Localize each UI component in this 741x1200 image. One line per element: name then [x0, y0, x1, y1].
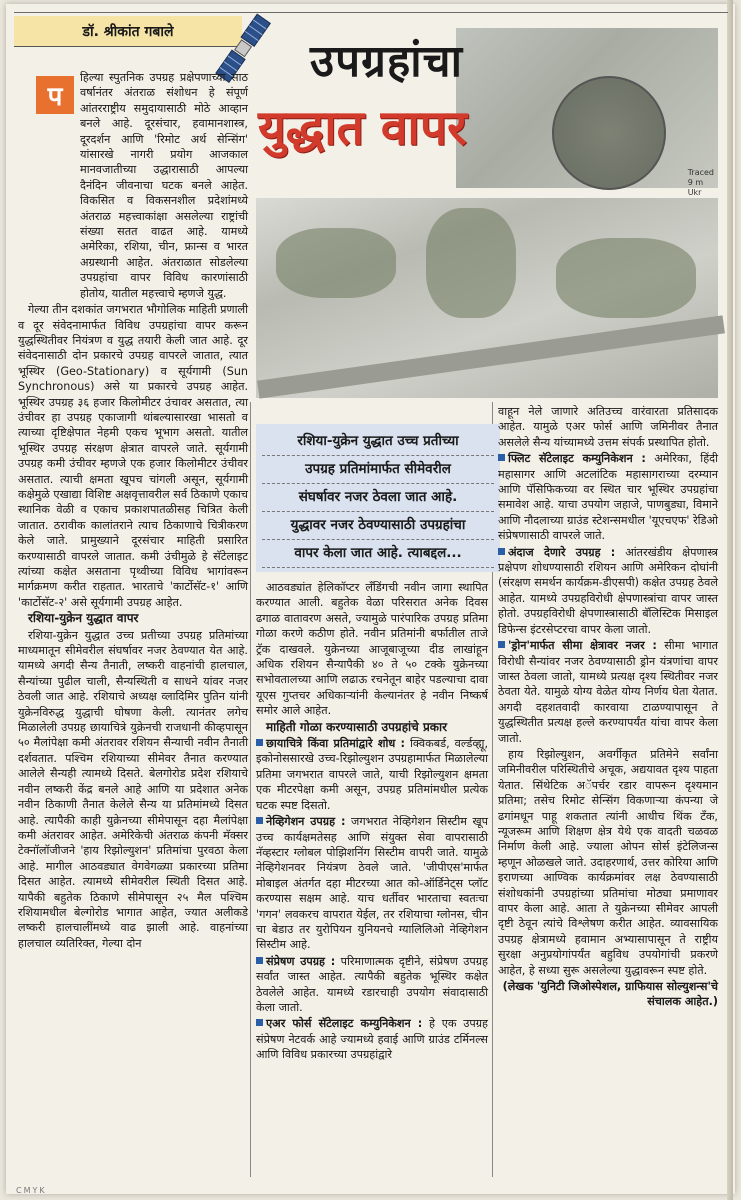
paragraph: वाहून नेले जाणारे अतिउच्च वारंवारता प्रतिसादक आहेत. यामुळे एअर फोर्स आणि जमिनीवर तैनात असलेले सैन्य यांच्यामध्ये उत्तम संपर्क प्रस्थापित होतो.	[498, 405, 718, 449]
pull-quote-line: युद्धावर नजर ठेवण्यासाठी उपग्रहांचा	[262, 512, 494, 540]
paragraph: हिल्या स्पुतनिक उपग्रह प्रक्षेपणाच्या साठ वर्षानंतर अंतराळ संशोधन हे संपूर्ण आंतरराष्ट्रीय समुदायासाठी मोठे आव्हान बनले आहे. दूरसंचार, हवामानशास्त्र, दूरदर्शन आणि 'रिमोट अर्थ सेन्सिंग' यांसारखे नागरी प्रयोग आजकाल मानवजातीच्या उद्धारासाठी आपल्या दैनंदिन जीवनाचा घटक बनले आहेत. विकसित व विकसनशील प्रदेशांमध्ये अंतराळ महत्त्वाकांक्षा असलेल्या राष्ट्रांची संख्या सतत वाढत आहे. यामध्ये अमेरिका, रशिया, चीन, फ्रान्स व भारत अग्रस्थानी आहेत. अंतराळात सोडलेल्या उपग्रहांचा वापर विविध कारणांसाठी होतोय, यातील महत्त्वाचे म्हणजे युद्ध.	[80, 71, 248, 300]
bullet-text: अमेरिका, हिंदी महासागर आणि अटलांटिक महासागराच्या दरम्यान आणि पॅसिफिकच्या वर स्थित चार भूस्थिर उपग्रहांचा समावेश आहे. याचा उपयोग जहाजे, पाणबुड्या, विमाने आणि नौदलाच्या ग्राउंड स्टेशन्समधील 'यूएचएफ' रेडिओ संप्रेषणासाठी वापरले जाते.	[498, 452, 718, 543]
bullet-title: फ्लिट सॅटेलाइट कम्युनिकेशन :	[508, 452, 646, 466]
bullet-square-icon	[256, 817, 263, 824]
bullet-text: क्विकबर्ड, वर्ल्डव्ह्यू, इकोनोससारखे उच्च-रिझोल्युशन उपग्रहामार्फत मिळालेल्या प्रतिमा जगभरात वापरले जाते, याची रिझोल्युशन क्षमता एक मीटरपेक्षा कमी असून, उपग्रह प्रतिमांमधील प्रत्येक घटक स्पष्ट दिसतो.	[256, 737, 488, 812]
bullet-text: हे एक उपग्रह संप्रेषण नेटवर्क आहे ज्यामध्ये हवाई आणि ग्राउंड टर्मिनल्स आणि विविध प्रकारच्या उपग्रहांद्वारे	[256, 1017, 489, 1062]
bullet-square-icon	[498, 641, 505, 648]
photo-feature	[556, 238, 696, 318]
bullet-text: आंतरखंडीय क्षेपणास्त्र प्रक्षेपण शोधण्यासाठी रशियन आणि अमेरिकन दोघांनी (संरक्षण समर्थन कार्यक्रम-डीएसपी) कक्षेत उपग्रह ठेवले आहेत. यामध्ये उपग्रहविरोधी क्षेपणास्त्रांचा वापर जास्त होतो. उपग्रहविरोधी क्षेपणास्त्रासाठी बॅलिस्टिक मिसाइल डिफेन्स इंटरसेप्टरचा वापर केला जातो.	[498, 545, 718, 636]
headline-line2: युद्धात वापर	[258, 100, 467, 156]
bullet-item	[256, 814, 488, 953]
bullet-text: सीमा भागात विरोधी सैन्यांवर नजर ठेवण्यासाठी ड्रोन यंत्रणांचा वापर जास्त ठेवला जातो, यामध्ये प्रत्यक्ष दृश्य स्थितीवर नजर ठेवता येते. यामुळे योग्य वेळेत योग्य निर्णय घेता येतात. अगदी दहशतवादी कारवाया टाळण्यापासून ते युद्धस्थितीत प्रत्यक्ष हल्ले करण्यापर्यंत यांचा वापर केला जातो.	[498, 639, 718, 745]
bullet-title: एअर फोर्स सॅटेलाइट कम्युनिकेशन :	[266, 1017, 423, 1031]
photo-road	[257, 315, 725, 398]
subheading: रशिया-युक्रेन युद्धात वापर	[28, 611, 139, 626]
photo-feature	[276, 228, 396, 298]
author-byline: डॉ. श्रीकांत गबाले	[14, 16, 242, 47]
pull-quote-line: संघर्षावर नजर ठेवला जात आहे.	[262, 484, 494, 512]
column-1	[18, 70, 248, 952]
bullet-item	[256, 954, 488, 1016]
paragraph: गेल्या तीन दशकांत जगभरात भौगोलिक माहिती प्रणाली व दूर संवेदनामार्फत विविध उपग्रहांचा वापर करून युद्धस्थितीवर नियंत्रण व युद्ध तयारी केली जात आहे. दूर संवेदनासाठी दोन प्रकारचे उपग्रह वापरले जातात, त्यात भूस्थिर (Geo-Stationary) व सूर्यगामी (Sun Synchronous) असे या प्रकारचे उपग्रह आहेत. भूस्थिर उपग्रह ३६ हजार किलोमीटर उंचावर असतात, त्या उंचीवर हा उपग्रह एकाजागी थांबल्यासारखा भासतो व त्याच्या दृष्टिक्षेपात नेहमी एकच भूभाग असतो. यातील भूस्थिर उपग्रह संरक्षण क्षेत्रात वापरले जाते. सूर्यगामी उपग्रह कमी उंचीवर म्हणजे एक हजार किलोमीटर उंचीवर असतात. त्याची क्षमता खूपच चांगली असून, सूर्यगामी कक्षेमुळे एखाद्या विशिष्ट अक्षवृत्तावरील सर्व ठिकाणे एकाच स्थानिक वेळी व एकाच प्रकाशपातळीसह चित्रित केली जातात. ठरावीक कालांतराने त्याच ठिकाणाचे चित्रीकरण केले जाते. प्रामुख्याने दूरसंचार माहिती प्रसारित करण्यासाठी वापरले जातात. कमी उंचीमुळे हे सॅटेलाइट त्यांच्या कक्षेत असताना पृथ्वीच्या विविध भागांवरून मार्गक्रमण करीत राहतात. भारताचे 'कार्टोसॅट-१' आणि 'कार्टोसॅट-२' असे सूर्यगामी उपग्रह आहेत.	[18, 303, 248, 609]
bullet-title: छायाचित्रे किंवा प्रतिमांद्वारे शोध :	[266, 737, 405, 751]
column-3	[498, 404, 718, 1011]
column-rule	[250, 402, 251, 1177]
bullet-square-icon	[498, 454, 505, 461]
headline-line1: उपग्रहांचा	[310, 36, 464, 87]
bullet-item	[256, 1016, 488, 1062]
bullet-item	[498, 545, 718, 637]
bullet-title: संप्रेषण उपग्रह :	[266, 954, 336, 968]
bullet-square-icon	[256, 1019, 263, 1026]
print-registration-mark: CMYK	[16, 1186, 47, 1195]
photo-caption: Traced 9 m Ukr	[687, 168, 714, 197]
drop-cap: प	[36, 76, 74, 114]
paragraph: हाय रिझोल्युशन, अवर्गीकृत प्रतिमेने सर्वांना जमिनीवरील परिस्थितीचे अचूक, अद्ययावत दृश्य पाहता येतात. सिंथेटिक अॅपर्चर रडार वापरून दृश्यमान प्रतिमा; तसेच रिमोट सेन्सिंग विकणाऱ्या कंपन्या जे ढगांमधून पाहू शकतात त्यांनी आधीच थिंक टँक, न्यूजरूम आणि शिक्षण क्षेत्र येथे एक वादती चळवळ निर्माण केली आहे. ज्याला ओपन सोर्स इंटेलिजन्स म्हणून ओळखले जाते. उदाहरणार्थ, उत्तर कोरिया आणि इराणच्या आण्विक कार्यक्रमांवर लक्ष ठेवण्यासाठी संशोधकांनी उपग्रहांच्या प्रतिमांचा मोठ्या प्रमाणावर वापर केला आहे. आता ते युक्रेनच्या सीमेवर आपली दृष्टी ठेवून त्यांचे विश्लेषण करीत आहेत. व्यावसायिक उपग्रह क्षेत्रामध्ये हवामान अभ्यासापासून ते राष्ट्रीय सुरक्षा अनुप्रयोगांपर्यंत बहुविध उपयोगांची प्रकरणे आहेत, हे सध्या सुरू असलेल्या युद्धावरून स्पष्ट होते.	[498, 747, 718, 977]
column-2	[256, 580, 488, 1064]
top-rule	[14, 12, 728, 13]
bullet-item	[498, 638, 718, 746]
subheading: माहिती गोळा करण्यासाठी उपग्रहांचे प्रकार	[266, 719, 448, 734]
pull-quote-line: उपग्रह प्रतिमांमार्फत सीमेवरील	[262, 456, 494, 484]
pull-quote-line: रशिया-युक्रेन युद्धात उच्च प्रतीच्या	[262, 428, 494, 456]
pull-quote	[256, 424, 500, 572]
page-fold-shadow	[727, 0, 733, 1200]
author-credit: (लेखक 'युनिटी जिओस्पेशल, ग्राफियास सोल्युशन्स'चे संचालक आहेत.)	[502, 980, 718, 1009]
satellite-photo-main	[256, 198, 718, 398]
bullet-item	[256, 736, 488, 813]
photo-feature	[426, 208, 516, 318]
bullet-text: परिमाणात्मक दृष्टीने, संप्रेषण उपग्रह सर्वांत जास्त आहेत. त्यापैकी बहुतेक भूस्थिर कक्षेत ठेवलेले आहेत. यामध्ये रडारचाही उपयोग संवादासाठी केला जातो.	[256, 954, 488, 1014]
magnified-circle	[552, 76, 666, 190]
bullet-item	[498, 451, 718, 543]
bullet-title: नेव्हिगेशन उपग्रह :	[266, 815, 346, 829]
bullet-square-icon	[256, 739, 263, 746]
satellite-photo-inset	[456, 28, 718, 197]
paragraph: रशिया-युक्रेन युद्धात उच्च प्रतीच्या उपग्रह प्रतिमांच्या माध्यमातून सीमेवरील संघर्षावर नजर ठेवण्यात येत आहे. यामध्ये अगदी सैन्य तैनाती, लष्करी वाहनांची हालचाल, सैन्यांच्या पुढील चाली, सैन्यस्थिती व साधने यांवर नजर ठेवली जात आहे. रशियाचे अध्यक्ष व्लादिमिर पुतिन यांनी युक्रेनविरुद्ध युद्धाची घोषणा केली. त्यानंतर लगेच मिळालेली उपग्रह छायाचित्रे युक्रेनची राजधानी कीव्हपासून ५० मैलांपेक्षा कमी अंतरावर रशियन सैन्याची नवीन तैनाती दर्शवतात. पश्चिम रशियाच्या सीमेवर तैनात करण्यात आलेले सैन्यही त्यामध्ये दिसते. बेलगोरोड प्रदेश रशियाचे नवीन लष्करी केंद्र बनले आहे आणि या प्रदेशात अनेक नवीन ठिकाणी तैनात केलेले सैन्य या प्रतिमांमध्ये दिसत आहे. त्यापैकी काही युक्रेनच्या सीमेपासून दहा मैलांपेक्षा कमी अंतरावर आहेत. अमेरिकेची अंतराळ कंपनी मॅक्सर टेक्नॉलॉजीजने 'हाय रिझोल्युशन' प्रतिमांचा पुरवठा केला आहे. मागील आठवड्यात वेगवेगळ्या प्रकारच्या प्रतिमा दिसत आहेत. त्यामध्ये सीमेवरील स्थिती दिसत आहे. यापैकी बहुतेक ठिकाणे सीमेपासून २५ मैल पश्चिम रशियामधील बेल्गोरोड भागात आहेत, ज्यात अलीकडे लष्करी हालचालींमध्ये वाढ झाली आहे. वाहनांच्या हालचाल व्यतिरिक्त, गेल्या दोन	[18, 628, 248, 950]
pull-quote-line: वापर केला जात आहे. त्याबद्दल...	[262, 540, 494, 568]
bullet-title: अंदाज देणारे उपग्रह :	[508, 545, 616, 559]
bullet-title: 'ड्रोन'मार्फत सीमा क्षेत्रावर नजर :	[508, 639, 657, 653]
bullet-text: जगभरात नेव्हिगेशन सिस्टीम खूप उच्च कार्यक्षमतेसह आणि संयुक्त सेवा वापरासाठी नॅव्हस्टार ग्लोबल पोझिशनिंग सिस्टीम वापरी जाते. यामुळे नेव्हिगेशनवर नियंत्रण ठेवले जाते. 'जीपीएस'मार्फत मोबाइल अंतर्गत दहा मीटरच्या आत को-ऑर्डिनेट्स प्लॉट करण्यास सक्षम आहे. याच धर्तीवर भारताचा स्वतःचा 'गगन' लवकरच वापरात येईल, तर रशियाचा ग्लोनस, चीन चा बेडाउ तर युरोपियन युनियनचे ग्यालिलिओ नेव्हिगेशन सिस्टीम आहे.	[256, 815, 488, 952]
bullet-square-icon	[256, 957, 263, 964]
bullet-square-icon	[498, 548, 505, 555]
paragraph: आठवड्यांत हेलिकॉप्टर लँडिंगची नवीन जागा स्थापित करण्यात आली. बहुतेक वेळा परिसरात अनेक दिवस ढगाळ वातावरण असते, ज्यामुळे पारंपारिक उपग्रह प्रतिमा गोळा करणे कठीण होते. नवीन प्रतिमांनी बर्फातील ताजे ट्रॅक दाखवले. युक्रेनच्या आजूबाजूच्या दीड लाखांहून अधिक रशियन सैन्यापैकी ४० ते ५० टक्के युक्रेनच्या सभोवतालच्या आणि लढाऊ रचनेतून बाहेर पडल्याचा दावा यूएस गुप्तचर अधिकाऱ्यांनी केल्यानंतर हे नवीन निष्कर्ष समोर आले आहेत.	[256, 581, 488, 718]
